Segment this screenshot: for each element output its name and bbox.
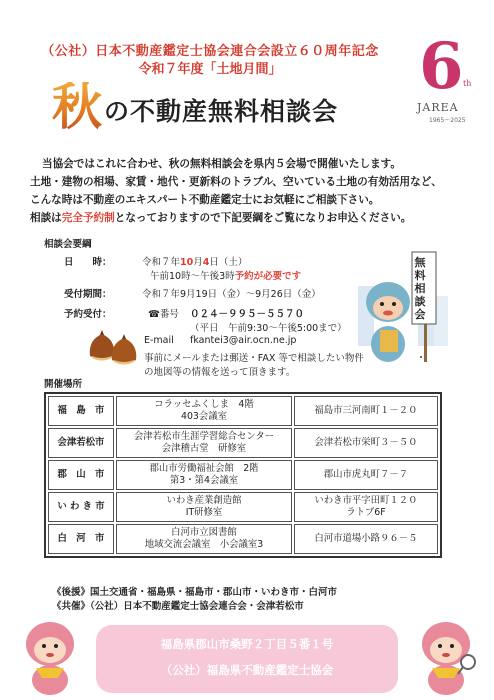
note-line: 事前にメールまたは郵送・FAX 等で相談したい物件 [144,353,364,364]
logo-years: 1965～2025 [429,117,466,124]
email-label: E-mail [144,335,174,346]
table-row [48,492,438,522]
venue-city: 福 島 市 [48,396,114,426]
venue-city: 白 河 市 [48,524,114,554]
supporters-kouen: 《後援》国土交通省・福島県・福島市・郡山市・いわき市・白河市 [52,587,338,598]
header-line-2: 令和７年度「土地月間」 [138,62,282,77]
phone-label: ☎番号 [148,309,179,320]
chestnut-icon [90,330,115,361]
venue-address: いわき市平字田町１２０ ラトブ6F [294,492,438,522]
intro-line: 当協会ではこれに合わせ、秋の無料相談会を県内５会場で開催いたします。 [42,158,402,170]
table-row [48,428,438,458]
phone-hours: （平日 午前9:30～午後5:00まで） [190,323,347,334]
monkey-mascot-with-sign [358,246,450,364]
venue-name: 郡山市労働福祉会館 2階 第3・第4会議室 [116,460,292,490]
email-address[interactable]: fkantei3@air.ocn.ne.jp [190,335,297,346]
table-row [48,460,438,490]
jarea-logo [415,29,485,125]
venue-city: 会津若松市 [48,428,114,458]
footer-org: （公社）福島県不動産鑑定士協会 [160,663,334,677]
venue-address: 郡山市虎丸町７－７ [294,460,438,490]
logo-name: JAREA [417,101,459,114]
table-row [48,524,438,554]
intro-line: 相談は完全予約制となっておりますので下記要綱をご覧になりお申込ください。 [30,212,412,224]
logo-suffix: th [463,79,472,88]
intro-text [30,155,480,227]
chestnut-icon [112,334,137,365]
date-value: 令和７年10月4日（土） [142,257,248,268]
venue-address: 福島市三河南町１－２０ [294,396,438,426]
logo-number: 6 [419,29,464,104]
venues-table [44,392,442,558]
note-line: の地図等の情報を送って頂きます。 [144,367,296,378]
venue-city: い わ き 市 [48,492,114,522]
outline-heading: 相談会要綱 [44,239,92,250]
table-row [48,396,438,426]
venue-city: 郡 山 市 [48,460,114,490]
full-reservation-text: 完全予約制 [61,212,115,224]
venue-name: コラッセふくしま 4階 403会議室 [116,396,292,426]
title-big-char: 秋 [52,77,102,136]
chestnut-illustration [84,322,140,366]
date-label: 日 時： [64,257,112,268]
title-text: の不動産無料相談会 [104,97,339,126]
venue-address: 白河市道場小路９６－５ [294,524,438,554]
venues-heading: 開催場所 [44,379,83,390]
period-label: 受付期間： [64,289,112,300]
mascot-sign-text: 無料相談会 [414,256,426,321]
intro-line: 土地・建物の相場、家賃・地代・更新料のトラブル、空いている土地の有効活用など、 [30,176,442,188]
monkey-mascot-left [18,618,82,696]
method-label: 予約受付： [64,309,112,320]
venue-name: 会津若松市生涯学習総合センター 会津稽古堂 研修室 [116,428,292,458]
intro-line: こんな時は不動産のエキスパート不動産鑑定士にお気軽にご相談下さい。 [30,194,380,206]
monkey-mascot-right [416,618,480,696]
time-value: 午前10時～午後3時予約が必要です [150,271,302,282]
venue-name: 白河市立図書館 地域交流会議室 小会議室3 [116,524,292,554]
page-title [52,77,339,136]
period-value: 令和７年9月19日（金）～9月26日（金） [142,289,321,300]
footer-address: 福島県郡山市桑野２丁目５番１号 [160,637,334,651]
phone-number[interactable]: ０２４－９９５－５５７０ [190,309,305,320]
header-line-1: （公社）日本不動産鑑定士協会連合会設立６０周年記念 [41,44,379,59]
supporters-kyousai: 《共催》（公社）日本不動産鑑定士協会連合会・会津若松市 [52,601,304,612]
venue-address: 会津若松市栄町３－５０ [294,428,438,458]
venue-name: いわき産業創造館 IT研修室 [116,492,292,522]
